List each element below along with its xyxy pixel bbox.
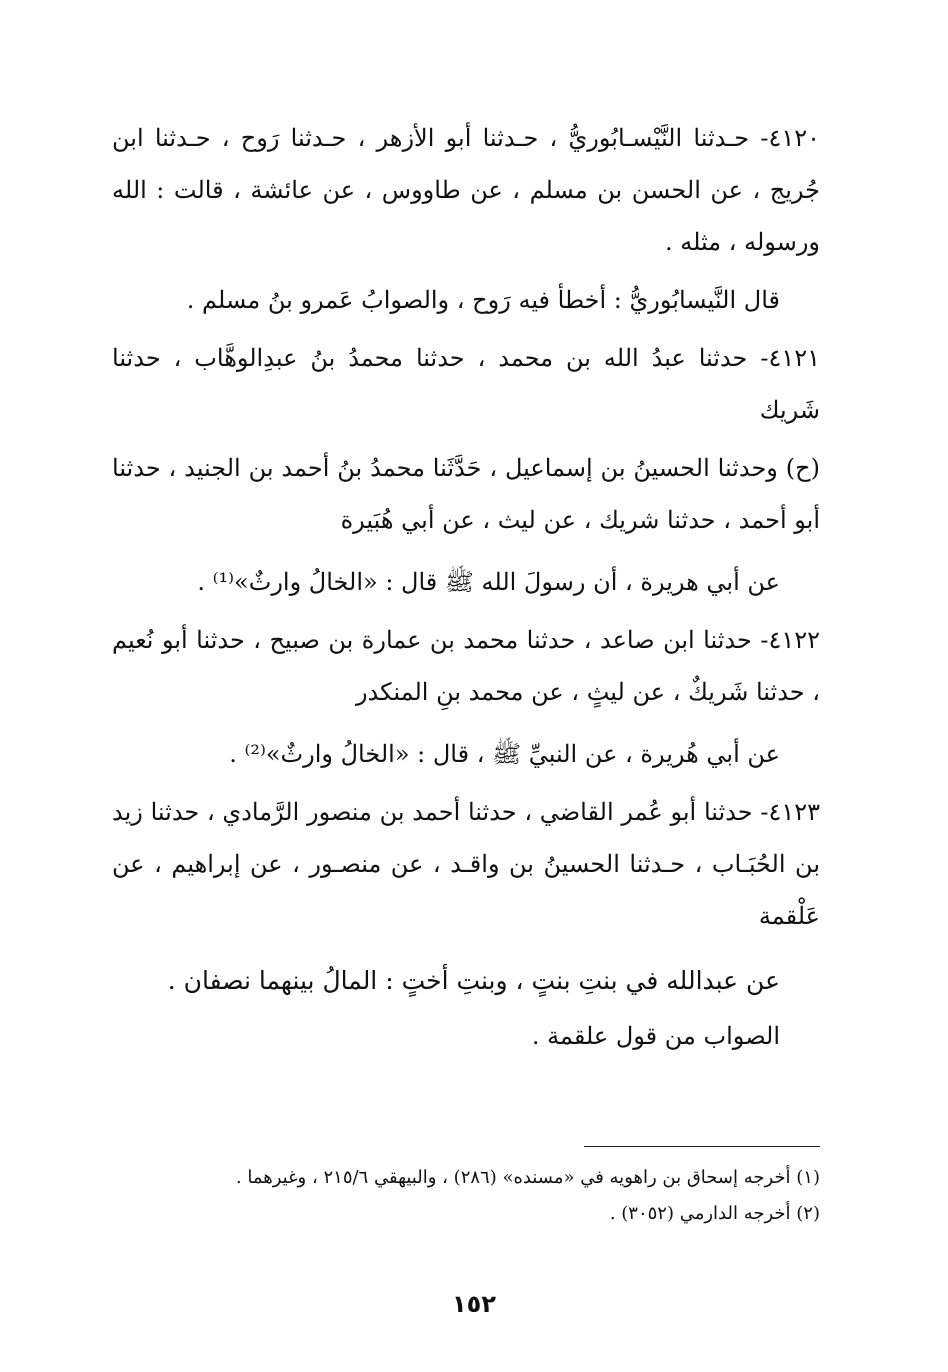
hadith-4121-isnad: ٤١٢١- حدثنا عبدُ الله بن محمد ، حدثنا محمدُ بنُ عبدِالوهَّاب ، حدثنا شَريك: [112, 344, 820, 424]
footnote-divider: [584, 1146, 820, 1147]
hadith-4120: ٤١٢٠- حـدثنا النَّيْسـابُوريُّ ، حـدثنا أبو الأزهر ، حـدثنا رَوح ، حـدثنا ابن جُريج ، عن الحسن بن مسلم ، عن طاووس ، عن عائشة ، قالت : الله ورسوله ، مثله .: [112, 124, 820, 256]
hadith-4123-comment: الصواب من قول علقمة .: [531, 1022, 780, 1050]
hadith-4121-alt-isnad: (ح) وحدثنا الحسينُ بن إسماعيل ، حَدَّثَنا محمدُ بنُ أحمد بن الجنيد ، حدثنا أبو أحمد ، حدثنا شريك ، عن ليث ، عن أبي هُبَيرة: [112, 454, 820, 534]
footnotes: [112, 1160, 820, 1232]
footnote-1: (١) أخرجه إسحاق بن راهويه في «مسنده» (٢٨٦) ، والبيهقي ٢١٥/٦ ، وغيرهما .: [235, 1167, 820, 1188]
page-number: ١٥٢: [452, 1290, 496, 1318]
hadith-4122-matn: عن أبي هُريرة ، عن النبيِّ ﷺ ، قال : «الخالُ وارثٌ»⁽²⁾ .: [229, 740, 780, 768]
hadith-4123-isnad: ٤١٢٣- حدثنا أبو عُمر القاضي ، حدثنا أحمد بن منصور الرَّمادي ، حدثنا زيد بن الحُبَـاب ، حـدثنا الحسينُ بن واقـد ، عن منصـور ، عن إبراهيم ، عن عَلْقمة: [112, 798, 820, 930]
footnote-2: (٢) أخرجه الدارمي (٣٠٥٢) .: [609, 1203, 820, 1224]
hadith-4120-comment: قال النَّيسابُوريُّ : أخطأ فيه رَوح ، والصوابُ عَمرو بنُ مسلم .: [186, 286, 780, 314]
hadith-4122-isnad: ٤١٢٢- حدثنا ابن صاعد ، حدثنا محمد بن عمارة بن صبيح ، حدثنا أبو نُعيم ، حدثنا شَريكٌ ، عن ليثٍ ، عن محمد بنِ المنكدر: [112, 626, 820, 706]
hadith-4121-matn: عن أبي هريرة ، أن رسولَ الله ﷺ قال : «الخالُ وارثٌ»⁽¹⁾ .: [197, 568, 780, 596]
main-text: [112, 112, 820, 1062]
hadith-4123-matn: عن عبدالله في بنتِ بنتٍ ، وبنتِ أختٍ : المالُ بينهما نصفان .: [167, 966, 780, 995]
